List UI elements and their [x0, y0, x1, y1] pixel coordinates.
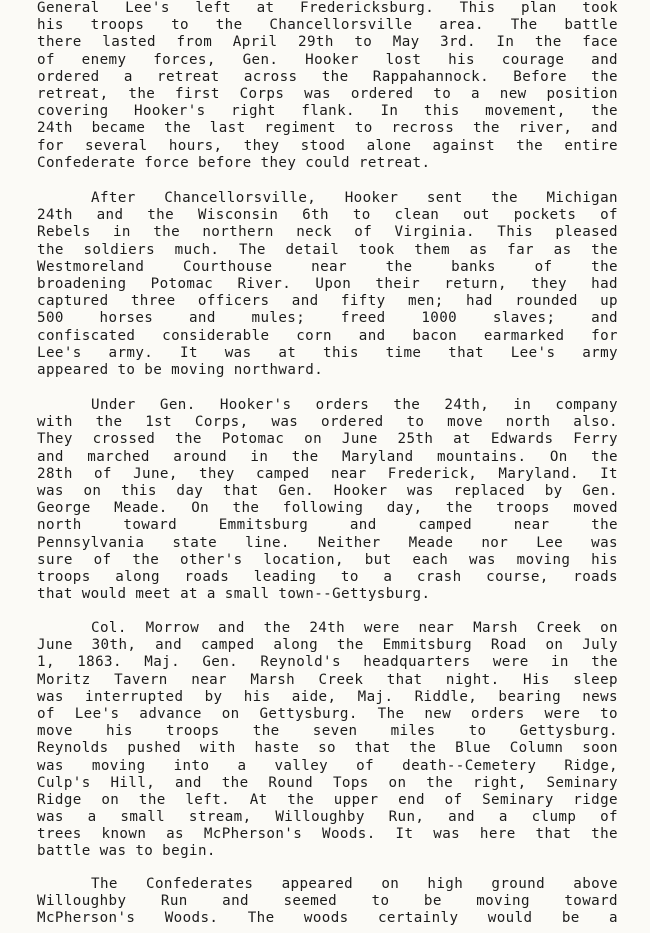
text-line: sure of the other's location, but each was moving his: [37, 551, 618, 568]
text-line: Pennsylvania state line. Neither Meade nor Lee was: [37, 534, 618, 551]
text-line: covering Hooker's right flank. In this movement, the: [37, 103, 618, 120]
text-line: After Chancellorsville, Hooker sent the Michigan: [91, 190, 618, 206]
paragraph-virginia-expedition: [0, 190, 650, 379]
text-line: broadening Potomac River. Upon their return, they had: [37, 275, 618, 292]
text-line: Ridge on the left. At the upper end of Seminary ridge: [37, 791, 618, 808]
text-line: 24th and the Wisconsin 6th to clean out pockets of: [37, 207, 618, 224]
text-line: June 30th, and camped along the Emmitsburg Road on July: [37, 637, 618, 654]
paragraph-chancellorsville-retreat: [0, 0, 650, 172]
text-line: his troops to the Chancellorsville area. The battle: [37, 17, 618, 34]
paragraph-confederates-appear: [0, 876, 650, 928]
text-line: of Lee's advance on Gettysburg. The new orders were to: [37, 705, 618, 722]
text-line: that would meet at a small town--Gettysburg.: [37, 586, 431, 603]
text-line: retreat, the first Corps was ordered to a new position: [37, 85, 618, 102]
text-line: George Meade. On the following day, the troops moved: [37, 500, 618, 517]
text-line: the soldiers much. The detail took them as far as the: [37, 241, 618, 258]
text-line: captured three officers and fifty men; had rounded up: [37, 293, 618, 310]
text-line: The Confederates appeared on high ground above: [91, 876, 618, 892]
text-line: 28th of June, they camped near Frederick, Maryland. It: [37, 465, 618, 482]
text-line: ordered a retreat across the Rappahannock. Before the: [37, 68, 618, 85]
text-line: confiscated considerable corn and bacon earmarked for: [37, 327, 618, 344]
text-line: Lee's army. It was at this time that Lee's army: [37, 344, 618, 361]
text-line: Under Gen. Hooker's orders the 24th, in company: [91, 397, 618, 413]
text-line: Col. Morrow and the 24th were near Marsh Creek on: [91, 620, 618, 636]
text-line: Westmoreland Courthouse near the banks of the: [37, 258, 618, 275]
text-line: They crossed the Potomac on June 25th at Edwards Ferry: [37, 431, 618, 448]
text-line: 24th became the last regiment to recross the river, and: [37, 120, 618, 137]
text-line: troops along roads leading to a crash course, roads: [37, 568, 618, 585]
text-line: Confederate force before they could retreat.: [37, 154, 431, 171]
text-line: Moritz Tavern near Marsh Creek that night. His sleep: [37, 671, 618, 688]
text-line: 1, 1863. Maj. Gen. Reynold's headquarters were in the: [37, 654, 618, 671]
text-line: for several hours, they stood alone against the entire: [37, 137, 618, 154]
text-line: north toward Emmitsburg and camped near the: [37, 517, 618, 534]
text-line: Rebels in the northern neck of Virginia. This pleased: [37, 224, 618, 241]
text-line: Culp's Hill, and the Round Tops on the right, Seminary: [37, 774, 618, 791]
text-line: Willoughby Run and seemed to be moving toward: [37, 893, 618, 910]
text-line: appeared to be moving northward.: [37, 361, 324, 378]
text-line: was moving into a valley of death--Cemetery Ridge,: [37, 757, 618, 774]
text-line: with the 1st Corps, was ordered to move north also.: [37, 414, 618, 431]
text-line: move his troops the seven miles to Gettysburg.: [37, 723, 618, 740]
text-line: there lasted from April 29th to May 3rd. In the face: [37, 34, 618, 51]
text-line: was interrupted by his aide, Maj. Riddle, bearing news: [37, 688, 618, 705]
text-line: General Lee's left at Fredericksburg. This plan took: [37, 0, 618, 16]
text-line: McPherson's Woods. The woods certainly would be a: [37, 910, 618, 927]
text-line: was a small stream, Willoughby Run, and a clump of: [37, 809, 618, 826]
paragraph-march-north: [0, 397, 650, 603]
paragraph-approach-gettysburg: [0, 620, 650, 861]
text-line: was on this day that Gen. Hooker was replaced by Gen.: [37, 482, 618, 499]
text-line: and marched around in the Maryland mountains. On the: [37, 448, 618, 465]
text-line: Reynolds pushed with haste so that the Blue Column soon: [37, 740, 618, 757]
text-line: of enemy forces, Gen. Hooker lost his courage and: [37, 51, 618, 68]
text-line: 500 horses and mules; freed 1000 slaves; and: [37, 310, 618, 327]
text-line: battle was to begin.: [37, 843, 216, 860]
text-line: trees known as McPherson's Woods. It was here that the: [37, 826, 618, 843]
